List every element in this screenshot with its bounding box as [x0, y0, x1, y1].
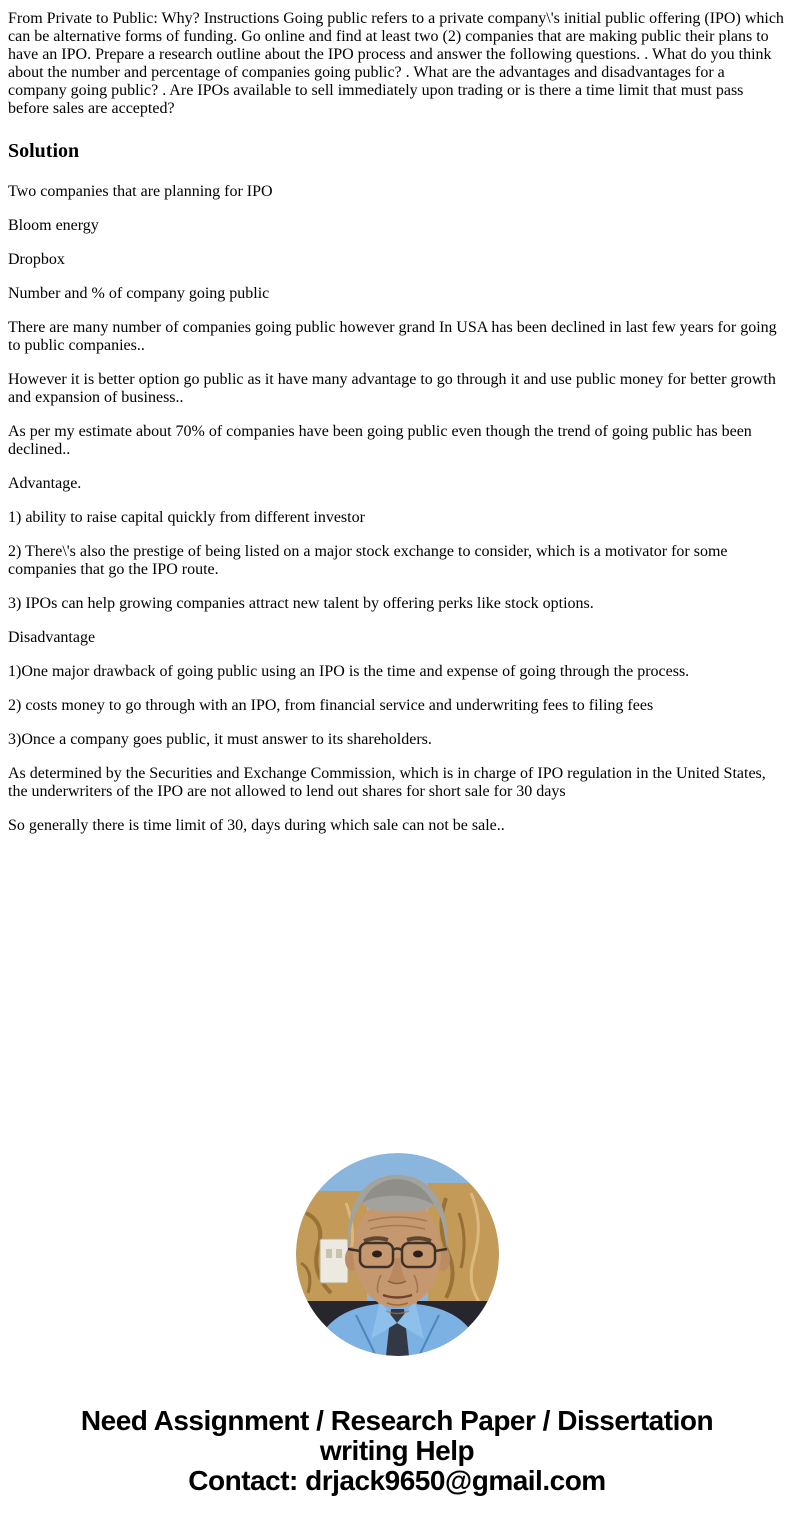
- solution-paragraph: 1)One major drawback of going public using an IPO is the time and expense of going through the process.: [8, 663, 690, 680]
- solution-paragraph: Number and % of company going public: [8, 285, 270, 302]
- footer-help-line-2: writing Help: [319, 1435, 475, 1466]
- solution-paragraph: Disadvantage: [8, 629, 96, 646]
- tutor-portrait-image: [296, 1153, 499, 1356]
- solution-heading: Solution: [8, 140, 80, 162]
- footer-banner: [8, 1406, 786, 1496]
- solution-paragraph: Advantage.: [8, 475, 82, 492]
- solution-paragraph: As per my estimate about 70% of companies have been going public even though the trend of going public has been declined..: [8, 423, 752, 458]
- solution-paragraph: However it is better option go public as it have many advantage to go through it and use public money for better growth and expansion of business..: [8, 371, 776, 406]
- solution-paragraph: 1) ability to raise capital quickly from different investor: [8, 509, 365, 526]
- tutor-avatar: [296, 1153, 499, 1356]
- solution-paragraph: Two companies that are planning for IPO: [8, 183, 273, 200]
- footer-help-line-1: Need Assignment / Research Paper / Dissertation: [80, 1405, 714, 1436]
- question-paragraph: From Private to Public: Why? Instructions Going public refers to a private company\'s initial public offering (IPO) which can be alternative forms of funding. Go online and find at least two (2) companies that are making public their plans to have an IPO. Prepare a research outline about the IPO process and answer the following questions. . What do you think about the number and percentage of companies going public? . What are the advantages and disadvantages for a company going public? . Are IPOs available to sell immediately upon trading or is there a time limit that must pass before sales are accepted?: [8, 10, 784, 117]
- solution-paragraph: 3) IPOs can help growing companies attract new talent by offering perks like stock options.: [8, 595, 594, 612]
- solution-paragraph: There are many number of companies going public however grand In USA has been declined in last few years for going to public companies..: [8, 319, 777, 354]
- solution-paragraph: Bloom energy: [8, 217, 99, 234]
- avatar-row: [8, 1153, 786, 1356]
- footer-contact-line: Contact: drjack9650@gmail.com: [188, 1465, 606, 1496]
- solution-paragraph: 2) costs money to go through with an IPO, from financial service and underwriting fees to filing fees: [8, 697, 654, 714]
- solution-paragraph: As determined by the Securities and Exchange Commission, which is in charge of IPO regulation in the United States, the underwriters of the IPO are not allowed to lend out shares for short sale for 30 days: [8, 765, 766, 800]
- solution-paragraph: 3)Once a company goes public, it must answer to its shareholders.: [8, 731, 432, 748]
- solution-paragraph: 2) There\'s also the prestige of being listed on a major stock exchange to consider, which is a motivator for some companies that go the IPO route.: [8, 543, 728, 578]
- solution-paragraph: So generally there is time limit of 30, days during which sale can not be sale..: [8, 817, 505, 834]
- solution-paragraph: Dropbox: [8, 251, 65, 268]
